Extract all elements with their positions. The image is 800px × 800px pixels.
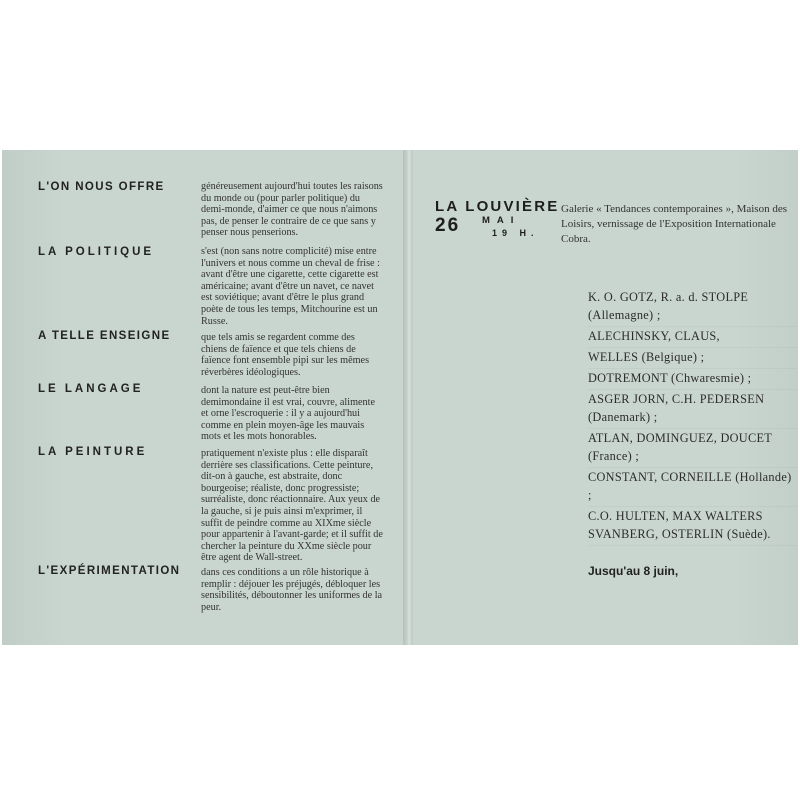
venue-hour: 19 H. — [492, 228, 539, 238]
text-la-peinture: pratiquement n'existe plus : elle disparaît derrière ses classifications. Cette peinture, dit-on à gauche, est abstraite, donc bourgeoise; réaliste, donc progressiste; surréaliste, donc réactionnaire. Aux yeux de la gauche, si je puis ainsi m'exprimer, il suffit de peindre comme au XIXme siècle pour appartenir à l'avant-garde; et il suffit de chercher la peinture du XXme siècle pour être agent de Wall-street. — [201, 448, 383, 564]
artist-group: WELLES (Belgique) ; — [588, 348, 798, 369]
text-la-politique: s'est (non sans notre complicité) mise entre l'univers et nous comme un cheval de frise : avant d'être une cigarette, cette cigarette est américaine; avant d'être un navet, ce navet est soviétique; avant d'être le plus grand poète de tous les temps, Mitchourine est un Russe. — [201, 246, 380, 327]
venue-day: 26 — [435, 215, 461, 236]
artist-group: ASGER JORN, C.H. PEDERSEN (Danemark) ; — [588, 390, 798, 429]
artist-group: K. O. GOTZ, R. a. d. STOLPE (Allemagne) ; — [588, 288, 798, 327]
heading-on-nous-offre: L'ON NOUS OFFRE — [38, 181, 165, 193]
gallery-text: Galerie « Tendances contemporaines », Maison des Loisirs, vernissage de l'Exposition Internationale Cobra. — [561, 203, 787, 245]
text-a-telle-enseigne: que tels amis se regardent comme des chiens de faïence et que tels chiens de faïence font ensemble pipi sur les mêmes réverbères idéologiques. — [201, 332, 370, 378]
artist-group: ATLAN, DOMINGUEZ, DOUCET (France) ; — [588, 429, 798, 468]
artist-list — [588, 288, 798, 546]
artist-group: ALECHINSKY, CLAUS, — [588, 327, 798, 348]
venue-month: MAI — [482, 215, 521, 226]
heading-a-telle-enseigne: A TELLE ENSEIGNE — [38, 330, 171, 342]
text-le-langage: dont la nature est peut-être bien demimondaine il est vrai, couvre, alimente et orne l'escroquerie : il y a aujourd'hui comme en plein moyen-âge les mauvais mots et les mots honorables. — [201, 385, 375, 443]
venue-city: LA LOUVIÈRE — [435, 198, 560, 215]
heading-le-langage: LE LANGAGE — [38, 383, 144, 395]
catalogue-spread — [2, 150, 798, 645]
artist-group: CONSTANT, CORNEILLE (Hollande) ; — [588, 468, 798, 507]
heading-la-politique: LA POLITIQUE — [38, 246, 155, 258]
text-on-nous-offre: généreusement aujourd'hui toutes les raisons du monde ou (pour parler politique) du demi-monde, d'aimer ce que nous n'aimons pas, de penser le contraire de ce que sans y penser nous penserions. — [201, 181, 383, 239]
artist-group: C.O. HULTEN, MAX WALTERS SVANBERG, OSTERLIN (Suède). — [588, 507, 798, 546]
venue-block — [435, 198, 560, 238]
center-fold — [403, 150, 413, 645]
exhibition-end-date: Jusqu'au 8 juin, — [588, 564, 679, 578]
text-experimentation: dans ces conditions a un rôle historique à remplir : déjouer les préjugés, débloquer les sensibilités, déboutonner les uniformes de la peur. — [201, 567, 383, 613]
heading-la-peinture: LA PEINTURE — [38, 446, 148, 458]
left-page — [2, 150, 403, 645]
right-page — [413, 150, 798, 645]
heading-experimentation: L'EXPÉRIMENTATION — [38, 565, 181, 577]
artist-group: DOTREMONT (Chwaresmie) ; — [588, 369, 798, 390]
